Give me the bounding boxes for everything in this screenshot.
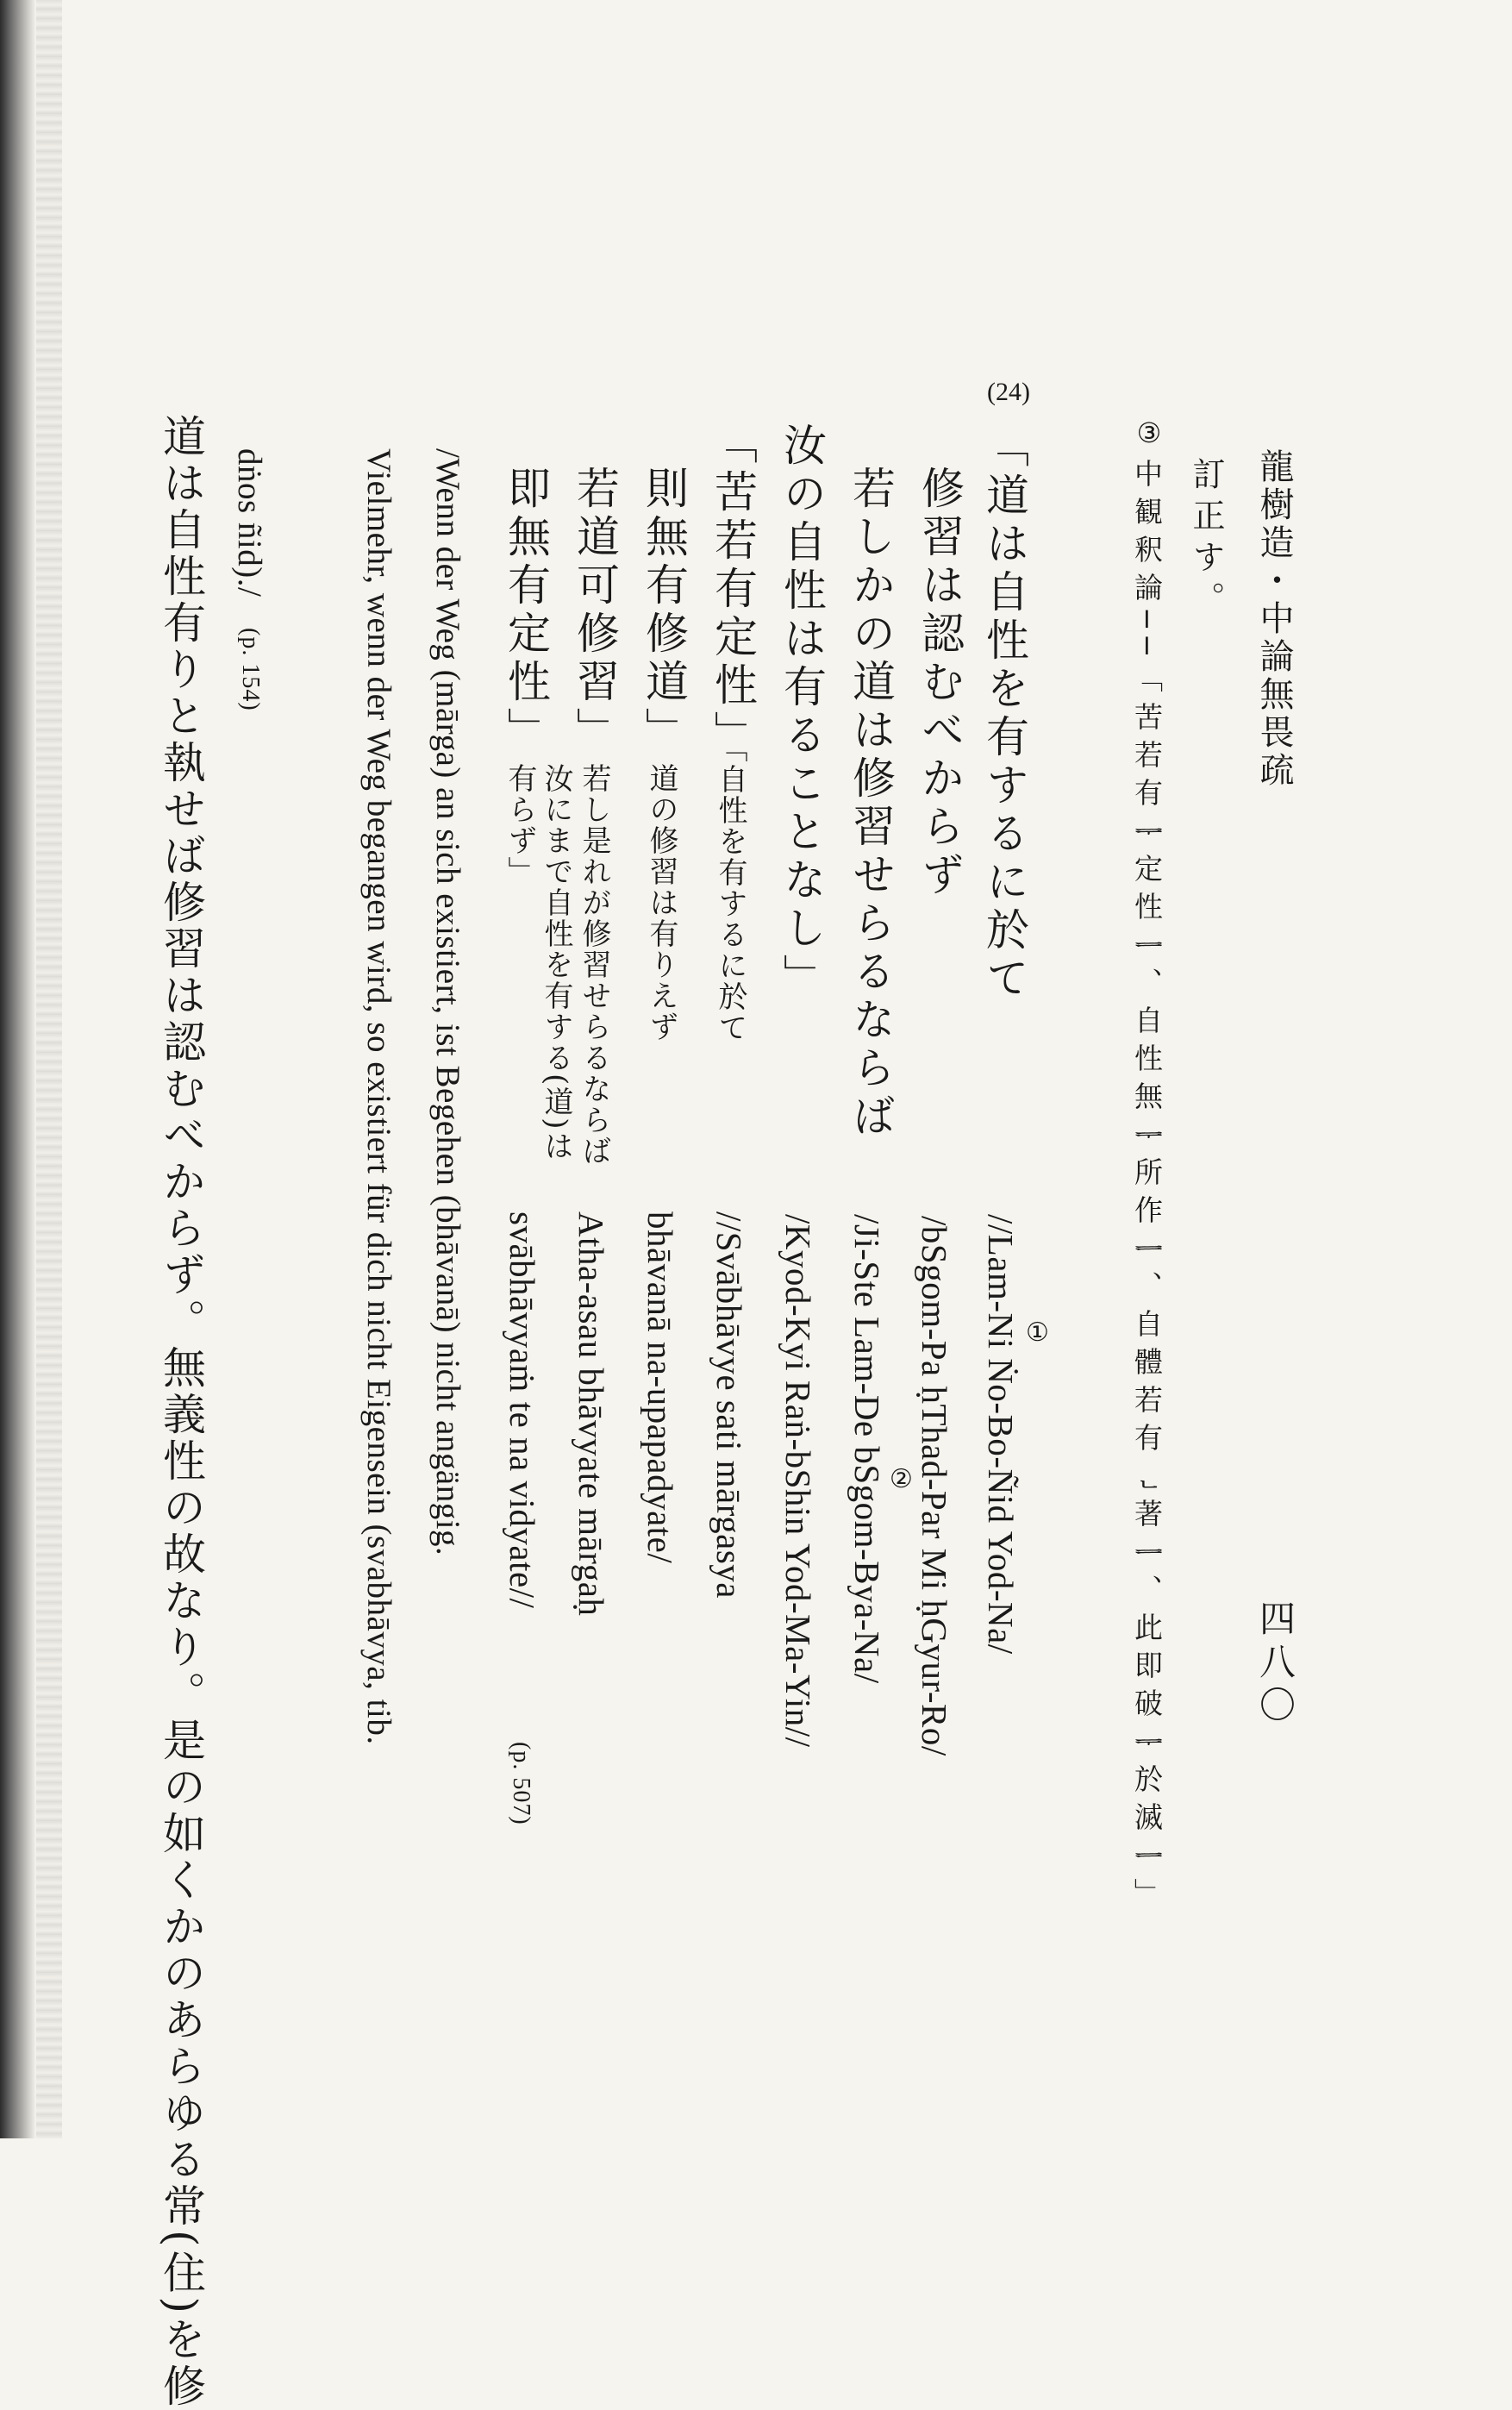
verse-zh-line-2: 則無有修道」 — [639, 466, 689, 755]
gloss-line-2: 道の修習は有りえず — [644, 763, 678, 1042]
tibetan-line-2: /bSgom-Pa ḥThad-Par Mi ḥGyur-Ro/ — [915, 1216, 954, 1756]
verse-jp-line-1: 「道は自性を有するに於て — [979, 424, 1029, 1004]
note-3-marker: ③ — [1133, 416, 1165, 449]
sanskrit-line-1: //Svābhāvye sati mārgasya — [709, 1211, 749, 1599]
german-line-3: dṅos ñid)./ — [231, 448, 268, 598]
page-number: 四八〇 — [1254, 1599, 1296, 1729]
scan-shadow — [0, 0, 36, 2138]
verse-number: (24) — [987, 378, 1030, 406]
gloss-line-4: 汝にまで自性を有する(道)は — [539, 763, 573, 1162]
german-page-ref: (p. 154) — [237, 628, 264, 711]
gloss-line-1: 「自性を有するに於て — [713, 733, 747, 1043]
scan-shadow-texture — [36, 0, 62, 2138]
gloss-line-3: 若し是れが修習せらるならば — [577, 763, 611, 1167]
commentary-line-1: 道は自性有りと執せば修習は認むべからず。無義性の故なり。是の如くかのあらゆる常(住)を修 — [156, 414, 206, 2410]
german-line-2: Vielmehr, wenn der Weg begangen wird, so existiert für dich nicht Eigensein (svabhāvya, tib. — [360, 448, 397, 1745]
gloss-line-5: 有らず」 — [503, 763, 537, 887]
tibetan-line-3: /Ji-Ste Lam-De bSgom-Bya-Na/ — [847, 1214, 887, 1684]
german-line-1: /Wenn der Weg (mārga) an sich existiert, ist Begehen (bhāvanā) nicht angängig. — [429, 448, 466, 1556]
verse-jp-line-2: 修習は認むべからず — [915, 466, 965, 900]
sanskrit-line-4: svābhāvyaṁ te na vidyate// — [503, 1211, 542, 1609]
verse-jp-line-3: 若しかの道は修習せらるならば — [846, 466, 896, 1142]
note-3-text: 中観釈論──「苦若有ᆕ定性ᆖ、自性無ᆕ所作ᆖ、自體若有ᆫ著ᆖ、此即破ᆕ於滅ᆖ」 — [1130, 459, 1164, 1916]
tibetan-line-1: //Lam-Ni Ṅo-Bo-Ñid Yod-Na/ — [981, 1214, 1021, 1655]
correction-note: 訂正す。 — [1187, 457, 1225, 623]
sanskrit-line-2: bhāvanā na-upapadyate/ — [640, 1211, 680, 1564]
running-title: 龍樹造・中論無畏疏 — [1254, 448, 1294, 790]
verse-zh-line-1: 「苦若有定性」 — [708, 421, 758, 759]
verse-zh-line-3: 若道可修習」 — [570, 466, 620, 755]
sanskrit-page-ref: (p. 507) — [508, 1742, 534, 1825]
tibetan-line-4: /Kyod-Kyi Raṅ-bShin Yod-Ma-Yin// — [778, 1214, 818, 1748]
footnote-mark-1: ① — [1022, 1318, 1053, 1348]
verse-zh-line-4: 即無有定性」 — [501, 466, 551, 755]
verse-jp-line-4: 汝の自性は有ることなし」 — [777, 423, 827, 1002]
footnote-mark-2: ② — [886, 1464, 916, 1494]
sanskrit-line-3: Atha-asau bhāvyate mārgaḥ — [572, 1211, 611, 1617]
